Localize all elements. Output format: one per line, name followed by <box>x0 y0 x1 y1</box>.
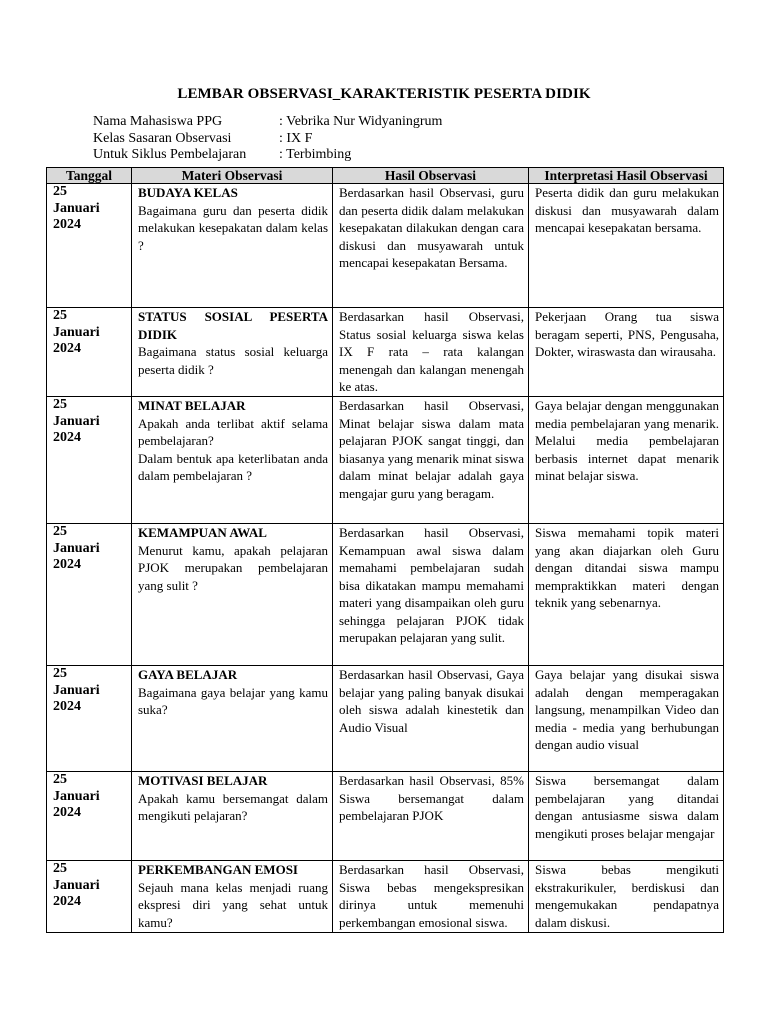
date-month: Januari <box>53 413 100 429</box>
table-row <box>47 397 724 524</box>
table-row <box>47 666 724 772</box>
meta-row-student <box>93 114 442 131</box>
material-cell <box>132 666 333 772</box>
header-material: Materi Observasi <box>132 168 333 184</box>
header-date: Tanggal <box>47 168 132 184</box>
interpretation-cell: Siswa bebas mengikuti ekstrakurikuler, berdiskusi dan mengemukakan pendapatnya dalam diskusi. <box>529 861 724 933</box>
date-year: 2024 <box>53 430 81 445</box>
date-cell <box>47 861 132 933</box>
date-cell <box>47 397 132 524</box>
material-cell <box>132 772 333 861</box>
meta-label: Nama Mahasiswa PPG <box>93 114 223 129</box>
interpretation-cell: Peserta didik dan guru melakukan diskusi dan musyawarah dalam mencapai kesepakatan bersama. <box>529 184 724 308</box>
interpretation-cell: Pekerjaan Orang tua siswa beragam seperti, PNS, Pengusaha, Dokter, wiraswasta dan wirausaha. <box>529 308 724 397</box>
meta-value: : Vebrika Nur Widyaningrum <box>279 114 443 129</box>
material-cell <box>132 524 333 666</box>
date-day: 25 <box>53 772 67 787</box>
date-month: Januari <box>53 200 100 216</box>
table-row <box>47 524 724 666</box>
date-year: 2024 <box>53 557 81 572</box>
date-year: 2024 <box>53 217 81 232</box>
observation-table <box>46 167 724 933</box>
date-month: Januari <box>53 788 100 804</box>
date-year: 2024 <box>53 341 81 356</box>
date-month: Januari <box>53 324 100 340</box>
table-row <box>47 861 724 933</box>
question-text: Sejauh mana kelas menjadi ruang ekspresi diri yang sehat untuk kamu? <box>138 879 328 930</box>
table-row <box>47 184 724 308</box>
observer-info <box>93 114 442 164</box>
meta-label: Kelas Sasaran Observasi <box>93 130 232 146</box>
material-cell <box>132 861 333 933</box>
date-cell <box>47 524 132 666</box>
header-interpretation: Interpretasi Hasil Observasi <box>529 168 724 184</box>
topic-heading: GAYA BELAJAR <box>138 667 238 682</box>
meta-value: : IX F <box>279 130 313 146</box>
date-cell <box>47 772 132 861</box>
date-month: Januari <box>53 682 100 698</box>
date-day: 25 <box>53 184 67 199</box>
date-day: 25 <box>53 524 67 539</box>
date-cell <box>47 184 132 308</box>
result-cell: Berdasarkan hasil Observasi, guru dan peserta didik dalam melakukan kesepakatan dilakukan dengan cara diskusi dan musyawarah untuk mencapai kesepakatan Bersama. <box>333 184 529 308</box>
meta-value: : Terbimbing <box>279 147 352 162</box>
interpretation-cell: Siswa bersemangat dalam pembelajaran yang ditandai dengan antusiasme siswa dalam mengikuti proses belajar mengajar <box>529 772 724 861</box>
material-cell <box>132 397 333 524</box>
topic-heading: PERKEMBANGAN EMOSI <box>138 862 298 877</box>
question-text: Bagaimana status sosial keluarga peserta didik ? <box>138 344 328 377</box>
date-year: 2024 <box>53 805 81 820</box>
date-cell <box>47 308 132 397</box>
meta-label: Untuk Siklus Pembelajaran <box>93 147 247 162</box>
material-cell <box>132 308 333 397</box>
topic-heading: KEMAMPUAN AWAL <box>138 525 267 540</box>
document-title: LEMBAR OBSERVASI_KARAKTERISTIK PESERTA DIDIK <box>177 86 591 102</box>
table-row <box>47 772 724 861</box>
date-day: 25 <box>53 861 67 876</box>
interpretation-cell: Gaya belajar dengan menggunakan media pembelajaran yang menarik. Melalui media pembelajaran berbasis internet dapat menarik minat belajar siswa. <box>529 397 724 524</box>
date-month: Januari <box>53 540 100 556</box>
question-text: Apakah anda terlibat aktif selama pembelajaran? <box>138 415 328 448</box>
header-result: Hasil Observasi <box>333 168 529 184</box>
interpretation-cell: Gaya belajar yang disukai siswa adalah dengan memperagakan langsung, menampilkan Video dan media - media yang berhubungan dengan audio visual <box>529 666 724 772</box>
date-day: 25 <box>53 666 67 681</box>
question-text: Bagaimana gaya belajar yang kamu suka? <box>138 684 328 717</box>
question-text: Menurut kamu, apakah pelajaran PJOK merupakan pembelajaran yang sulit ? <box>138 542 328 593</box>
meta-row-cycle <box>93 147 442 164</box>
topic-heading: BUDAYA KELAS <box>138 185 238 200</box>
topic-heading: STATUS SOSIAL PESERTA DIDIK <box>138 309 328 342</box>
result-cell: Berdasarkan hasil Observasi, Gaya belajar yang paling banyak disukai oleh siswa adalah kinestetik dan Audio Visual <box>333 666 529 772</box>
date-day: 25 <box>53 397 67 412</box>
topic-heading: MINAT BELAJAR <box>138 398 246 413</box>
material-cell <box>132 184 333 308</box>
result-cell: Berdasarkan hasil Observasi, Status sosial keluarga siswa kelas IX F rata – rata kalangan menengah dan kalangan menengah ke atas. <box>333 308 529 397</box>
date-month: Januari <box>53 877 100 893</box>
result-cell: Berdasarkan hasil Observasi, 85% Siswa bersemangat dalam pembelajaran PJOK <box>333 772 529 861</box>
result-cell: Berdasarkan hasil Observasi, Siswa bebas mengekspresikan dirinya untuk memenuhi perkembangan emosional siswa. <box>333 861 529 933</box>
interpretation-cell: Siswa memahami topik materi yang akan diajarkan oleh Guru dengan ditandai siswa mampu mempraktikkan materi dengan teknik yang sebenarnya. <box>529 524 724 666</box>
date-year: 2024 <box>53 699 81 714</box>
result-cell: Berdasarkan hasil Observasi, Kemampuan awal siswa dalam memahami pembelajaran sudah bisa dikatakan mampu memahami materi yang disampaikan oleh guru sehingga pelajaran PJOK tidak merupakan pelajaran yang sulit. <box>333 524 529 666</box>
date-cell <box>47 666 132 772</box>
table-row <box>47 308 724 397</box>
date-year: 2024 <box>53 894 81 909</box>
date-day: 25 <box>53 308 67 323</box>
table-header-row <box>47 168 724 184</box>
result-cell: Berdasarkan hasil Observasi, Minat belajar siswa dalam mata pelajaran PJOK sangat tinggi, dan biasanya yang menarik minat siswa dalam minat belajar adalah gaya mengajar guru yang beragam. <box>333 397 529 524</box>
question-text: Bagaimana guru dan peserta didik melakukan kesepakatan dalam kelas ? <box>138 202 328 253</box>
meta-row-class <box>93 131 442 148</box>
question-text: Apakah kamu bersemangat dalam mengikuti pelajaran? <box>138 790 328 823</box>
question-text: Dalam bentuk apa keterlibatan anda dalam pembelajaran ? <box>138 450 328 483</box>
topic-heading: MOTIVASI BELAJAR <box>138 773 268 788</box>
